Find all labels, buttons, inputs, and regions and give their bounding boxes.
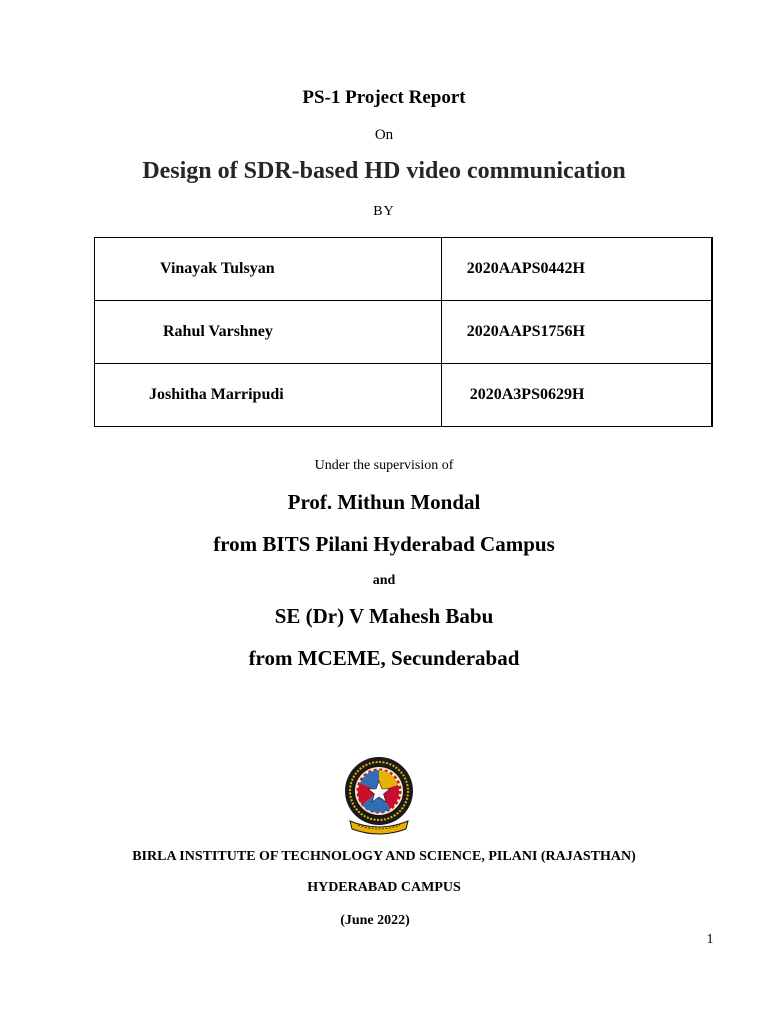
member-id-cell bbox=[441, 364, 712, 427]
member-id-cell bbox=[441, 238, 712, 301]
member-id: 2020A3PS0629H bbox=[469, 386, 585, 403]
member-id: 2020AAPS1756H bbox=[466, 323, 585, 340]
supervisor-1-affiliation: from BITS Pilani Hyderabad Campus bbox=[213, 532, 555, 556]
supervisor-2-affiliation: from MCEME, Secunderabad bbox=[248, 646, 520, 670]
member-id: 2020AAPS0442H bbox=[466, 260, 585, 277]
by-label: BY bbox=[373, 204, 395, 219]
member-name: Joshitha Marripudi bbox=[149, 386, 284, 403]
member-name: Rahul Varshney bbox=[163, 323, 273, 340]
member-name-cell bbox=[95, 238, 442, 301]
report-date: (June 2022) bbox=[340, 913, 410, 928]
table-row bbox=[95, 238, 713, 301]
institute-name: BIRLA INSTITUTE OF TECHNOLOGY AND SCIENCE, PILANI (RAJASTHAN) bbox=[132, 849, 636, 864]
on-label: On bbox=[374, 127, 394, 143]
report-title: Design of SDR-based HD video communication bbox=[142, 158, 626, 184]
supervision-label: Under the supervision of bbox=[314, 458, 454, 473]
supervisor-1-name: Prof. Mithun Mondal bbox=[287, 490, 481, 514]
members-table bbox=[94, 237, 713, 427]
and-label: and bbox=[372, 573, 396, 588]
member-name-cell bbox=[95, 364, 442, 427]
table-row bbox=[95, 301, 713, 364]
table-row bbox=[95, 364, 713, 427]
member-name: Vinayak Tulsyan bbox=[160, 260, 275, 277]
report-type: PS-1 Project Report bbox=[302, 87, 466, 108]
bits-pilani-emblem-icon bbox=[338, 755, 420, 835]
member-name-cell bbox=[95, 301, 442, 364]
member-id-cell bbox=[441, 301, 712, 364]
supervisor-2-name: SE (Dr) V Mahesh Babu bbox=[274, 604, 494, 628]
campus-name: HYDERABAD CAMPUS bbox=[307, 880, 461, 895]
page-number: 1 bbox=[706, 932, 714, 947]
